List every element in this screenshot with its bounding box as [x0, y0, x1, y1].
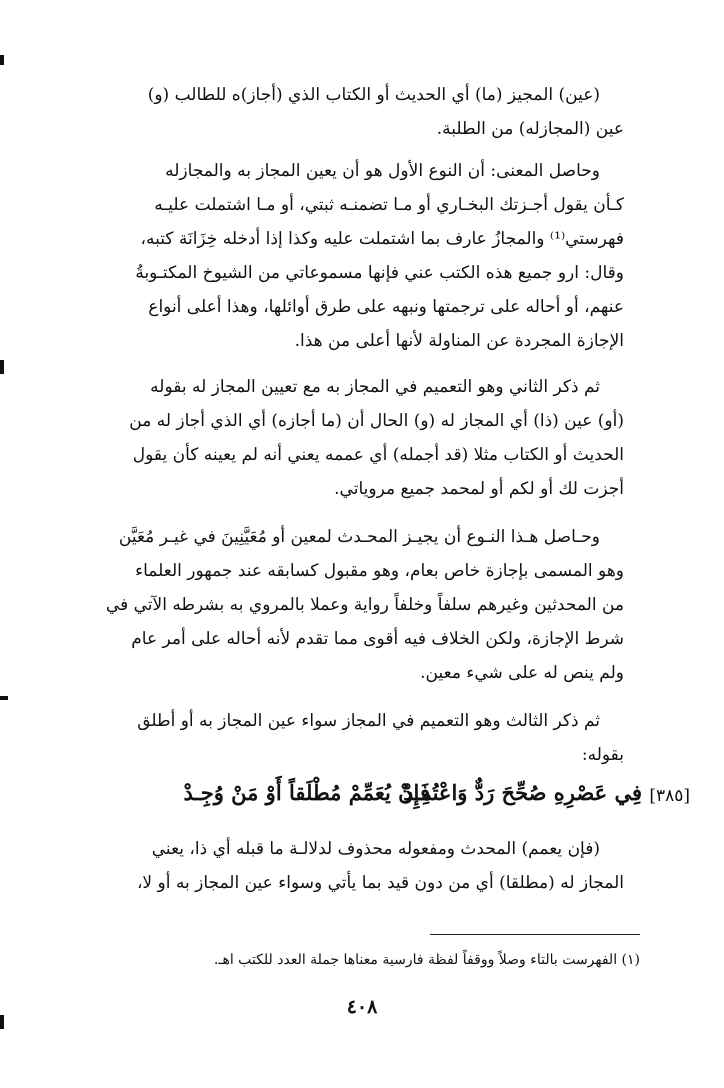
- commentary-paragraph: [60, 832, 624, 900]
- text-line: وقال: ارو جميع هذه الكتب عني فإنها مسموعاتي من الشيوخ المكتـوبةُ: [135, 263, 624, 283]
- text-line: الحديث أو الكتاب مثلا (قد أجمله) أي عممه يعني أنه لم يعينه كأن يقول: [132, 445, 624, 465]
- text-line: من المحدثين وغيرهم سلفاً وخلفاً رواية وعملا بالمروي به بشرطه الآتي في: [105, 595, 624, 615]
- text-line: عنهم، أو أحاله على ترجمتها ونبهه على طرق أوائلها، وهذا أعلى أنواع: [148, 297, 624, 317]
- scan-margin-mark: [0, 696, 8, 700]
- verse-line: [60, 778, 690, 822]
- verse-first-hemistich: فَإِنْ يُعَمِّمْ مُطْلَقاً أَوْ مَنْ وُجِـدْ: [183, 780, 430, 805]
- commentary-paragraph: [60, 520, 624, 690]
- page-number: ٤٠٨: [346, 996, 378, 1018]
- scan-margin-mark: [0, 55, 4, 65]
- footnote-divider: [430, 934, 640, 935]
- text-line: عين (المجازله) من الطلبة.: [436, 119, 624, 139]
- text-line: وحاصل المعنى: أن النوع الأول هو أن يعين المجاز به والمجازله: [165, 161, 600, 181]
- commentary-paragraph: [60, 154, 624, 358]
- text-line: ثم ذكر الثالث وهو التعميم في المجاز سواء عين المجاز به أو أطلق: [137, 711, 600, 731]
- commentary-paragraph: [60, 370, 624, 506]
- text-line: ولم ينص له على شيء معين.: [420, 663, 624, 683]
- text-line: (فإن يعمم) المحدث ومفعوله محذوف لدلالـة ما قبله أي ذا، يعني: [151, 839, 600, 859]
- text-line: وحـاصل هـذا النـوع أن يجيـز المحـدث لمعين أو مُعَيَّنِينَ في غيـر مُعَيَّن: [118, 527, 600, 547]
- text-line: الإجازة المجردة عن المناولة لأنها أعلى من هذا.: [294, 331, 624, 351]
- text-line: شرط الإجازة، ولكن الخلاف فيه أقوى مما تقدم لأنه أحاله على أمر عام: [131, 629, 624, 649]
- scan-margin-mark: [0, 360, 4, 374]
- text-line: بقوله:: [581, 745, 624, 765]
- text-line: وهو المسمى بإجازة خاص بعام، وهو مقبول كسابقه عند جمهور العلماء: [135, 561, 624, 581]
- text-line: أجزت لك أو لكم أو لمحمد جميع مروياتي.: [334, 479, 624, 499]
- text-line: كـأن يقول أجـزتك البخـاري أو مـا تضمنـه ثبتي، أو مـا اشتملت عليـه: [154, 195, 624, 215]
- commentary-paragraph: [60, 704, 624, 772]
- footnote: (١) الفهرست بالتاء وصلاً ووقفاً لفظة فارسية معناها جملة العدد للكتب اهـ.: [213, 952, 640, 968]
- verse-second-hemistich: فِي عَصْرِهِ صُحِّحَ رَدٌّ وَاعْتُمِـدْ: [403, 780, 642, 805]
- text-line: المجاز له (مطلقا) أي من دون قيد بما يأتي وسواء عين المجاز به أو لا،: [136, 873, 624, 893]
- verse-number: [٣٨٥]: [649, 786, 690, 806]
- text-line: (أو) عين (ذا) أي المجاز له (و) الحال أن (ما أجازه) أي الذي أجاز له من: [129, 411, 624, 431]
- text-line: فهرستي⁽¹⁾ والمجازُ عارف بما اشتملت عليه وكذا إذا أدخله خِزَانَة كتبه،: [140, 229, 624, 249]
- text-line: ثم ذكر الثاني وهو التعميم في المجاز به مع تعيين المجاز له بقوله: [150, 377, 600, 397]
- commentary-paragraph: [60, 78, 624, 146]
- text-line: (عين) المجيز (ما) أي الحديث أو الكتاب الذي (أجاز)ه للطالب (و): [147, 85, 600, 105]
